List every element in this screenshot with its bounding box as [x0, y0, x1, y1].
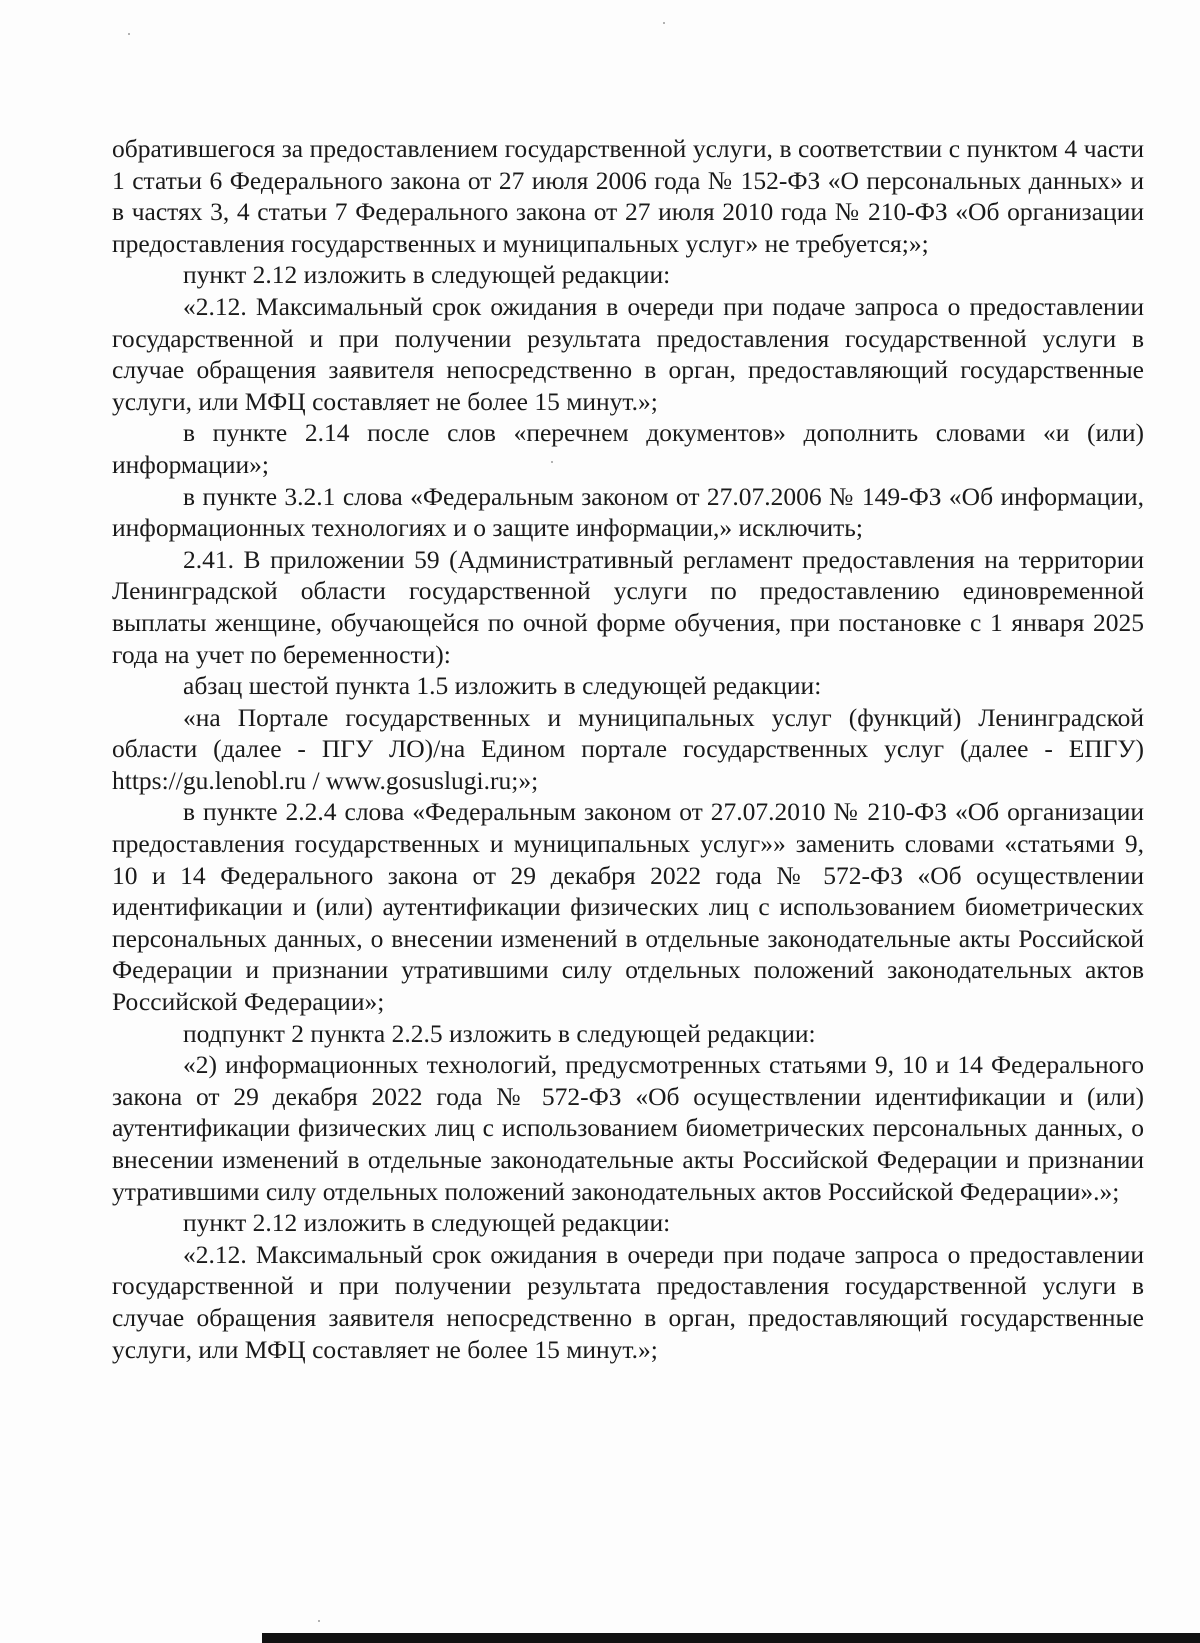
document-body — [112, 133, 1144, 1365]
paragraph-item-2-2-5-heading: подпункт 2 пункта 2.2.5 изложить в следующей редакции: — [183, 1018, 816, 1048]
scan-bottom-edge — [262, 1633, 1200, 1643]
scan-speck — [318, 1620, 320, 1622]
paragraph-continuation: обратившегося за предоставлением государственной услуги, в соответствии с пунктом 4 части 1 статьи 6 Федерального закона от 27 июля 2006 года № 152-ФЗ «О персональных данных» и в частях 3, 4 статьи 7 Федерального закона от 27 июля 2010 года № 210-ФЗ «Об организации предоставления государственных и муниципальных услуг» не требуется;»; — [112, 134, 1144, 258]
paragraph-item-2-2-5-text: «2) информационных технологий, предусмотренных статьями 9, 10 и 14 Федерального закона от 29 декабря 2022 года № 572-ФЗ «Об осуществлении идентификации и (или) аутентификации физических лиц с использованием биометрических персональных данных, о внесении изменений в отдельные законодательные акты Российской Федерации и признании утратившими силу отдельных положений законодательных актов Российской Федерации».»; — [112, 1050, 1144, 1206]
paragraph-item-2-12-text: «2.12. Максимальный срок ожидания в очереди при подаче запроса о предоставлении государственной и при получении результата предоставления государственной услуги в случае обращения заявителя непосредственно в орган, предоставляющий государственные услуги, или МФЦ составляет не более 15 минут.»; — [112, 291, 1144, 416]
paragraph-item-2-14: в пункте 2.14 после слов «перечнем документов» дополнить словами «и (или) информации»; — [112, 418, 1144, 479]
paragraph-item-3-2-1: в пункте 3.2.1 слова «Федеральным законом от 27.07.2006 № 149-ФЗ «Об информации, информационных технологиях и о защите информации,» исключить; — [112, 481, 1144, 543]
paragraph-section-2-41: 2.41. В приложении 59 (Административный регламент предоставления на территории Ленинградской области государственной услуги по предоставлению единовременной выплаты женщине, обучающейся по очной форме обучения, при постановке с 1 января 2025 года на учет по беременности): — [112, 544, 1144, 669]
paragraph-item-2-12-heading-second: пункт 2.12 изложить в следующей редакции: — [183, 1208, 671, 1238]
paragraph-item-1-5-heading: абзац шестой пункта 1.5 изложить в следующей редакции: — [183, 671, 822, 701]
paragraph-item-1-5-text: «на Портале государственных и муниципальных услуг (функций) Ленинградской области (далее - ПГУ ЛО)/на Едином портале государственных услуг (далее - ЕПГУ) https://gu.lenobl.ru / www.gosuslugi.ru;»; — [112, 702, 1144, 795]
scan-speck — [128, 33, 130, 35]
paragraph-item-2-2-4: в пункте 2.2.4 слова «Федеральным законом от 27.07.2010 № 210-ФЗ «Об организации предоставления государственных и муниципальных услуг»» заменить словами «статьями 9, 10 и 14 Федерального закона от 29 декабря 2022 года № 572-ФЗ «Об осуществлении идентификации и (или) аутентификации физических лиц с использованием биометрических персональных данных, о внесении изменений в отдельные законодательные акты Российской Федерации и признании утратившими силу отдельных положений законодательных актов Российской Федерации»; — [112, 797, 1144, 1017]
scan-speck — [663, 22, 665, 24]
paragraph-item-2-12-text-second: «2.12. Максимальный срок ожидания в очереди при подаче запроса о предоставлении государственной и при получении результата предоставления государственной услуги в случае обращения заявителя непосредственно в орган, предоставляющий государственные услуги, или МФЦ составляет не более 15 минут.»; — [112, 1239, 1144, 1364]
paragraph-item-2-12-heading: пункт 2.12 изложить в следующей редакции: — [183, 260, 671, 290]
